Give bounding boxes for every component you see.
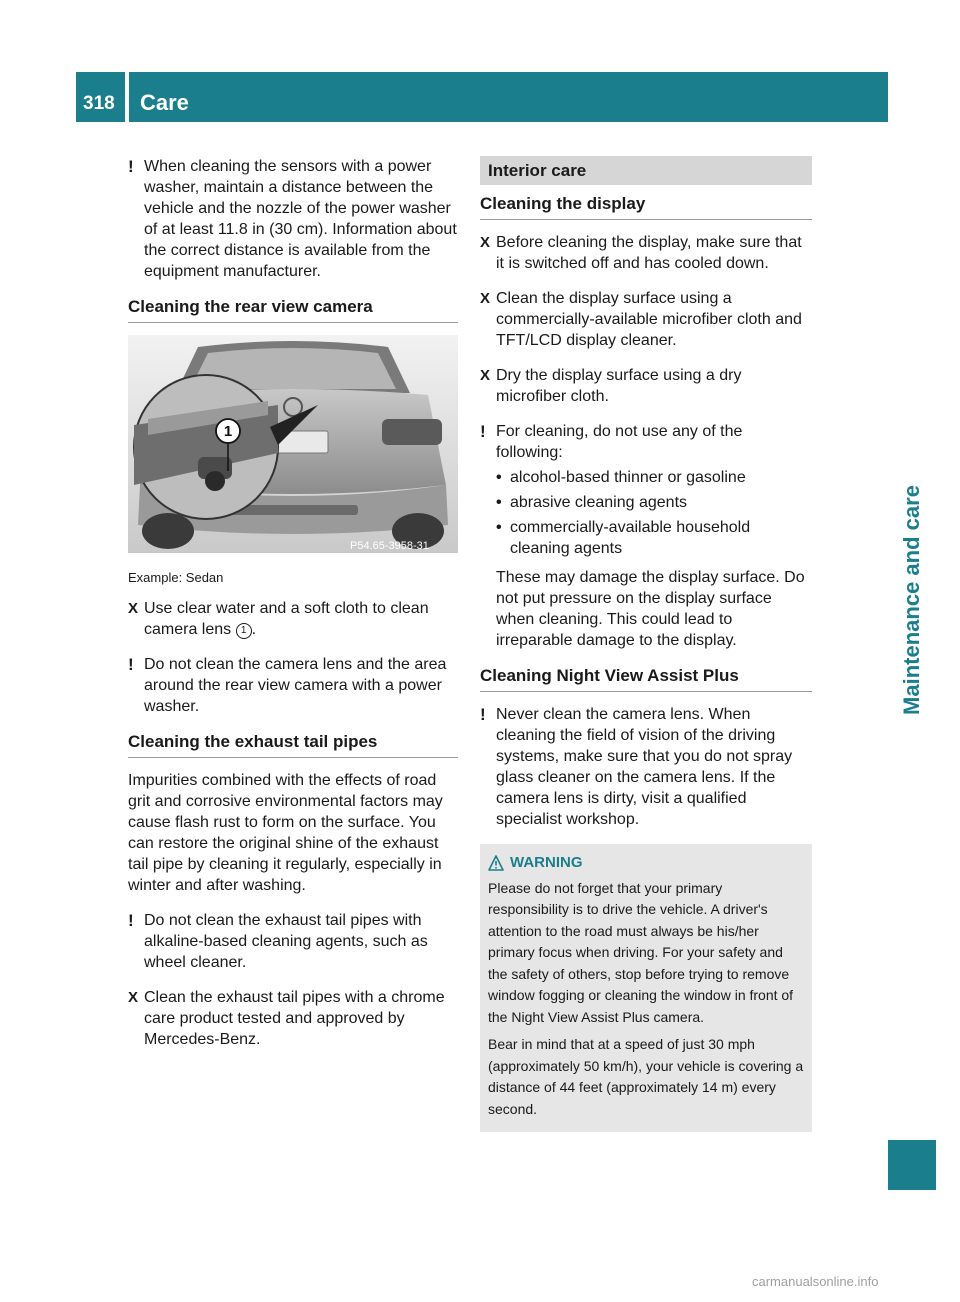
rear-camera-photo bbox=[128, 335, 458, 553]
step-icon: X bbox=[128, 989, 139, 1006]
note-power-washer: ! When cleaning the sensors with a power washer, maintain a distance between the vehicle and the nozzle of the power washer of at least 11.8 in (30 cm). Information about the correct distance is available from the equipment manufacturer. bbox=[128, 157, 457, 280]
header-bar bbox=[76, 72, 888, 122]
warning-text-2: Bear in mind that at a speed of just 30 mph (approximately 50 km/h), your vehicle is covering a distance of 44 feet (approximately 14 m) every second. bbox=[488, 1036, 804, 1117]
prohibited-agents-list bbox=[496, 467, 812, 559]
step-icon: X bbox=[480, 290, 491, 307]
heading-night-view: Cleaning Night View Assist Plus bbox=[480, 665, 812, 692]
page-title: Care bbox=[140, 90, 189, 115]
image-caption: Example: Sedan bbox=[128, 570, 224, 585]
warning-triangle-icon bbox=[488, 855, 504, 871]
watermark: carmanualsonline.info bbox=[752, 1274, 879, 1289]
step-display-3: X Dry the display surface using a dry microfiber cloth. bbox=[480, 367, 742, 405]
step-icon: X bbox=[128, 600, 139, 617]
heading-rear-view-camera: Cleaning the rear view camera bbox=[128, 296, 458, 323]
warning-text-1: Please do not forget that your primary responsibility is to drive the vehicle. A driver's attention to the road must always be his/her primary focus when driving. For your safety and the safety of others, stop before trying to remove window fogging or cleaning the window in front of the Night View Assist Plus camera. bbox=[488, 879, 794, 1025]
header-divider bbox=[125, 72, 129, 122]
warning-title: WARNING bbox=[510, 854, 583, 871]
heading-cleaning-display: Cleaning the display bbox=[480, 193, 812, 220]
step-display-1: X Before cleaning the display, make sure that it is switched off and has cooled down. bbox=[480, 234, 802, 272]
side-tab-label: Maintenance and care bbox=[899, 485, 924, 715]
side-tab-marker bbox=[888, 1140, 936, 1190]
note-camera-power-washer: ! Do not clean the camera lens and the area around the rear view camera with a power washer. bbox=[128, 655, 447, 715]
note-icon: ! bbox=[480, 422, 486, 441]
image-code: P54.65-3958-31 bbox=[350, 540, 429, 552]
list-item: • abrasive cleaning agents bbox=[496, 492, 812, 513]
step-display-2: X Clean the display surface using a commercially-available microfiber cloth and TFT/LCD display cleaner. bbox=[480, 290, 802, 349]
warning-box bbox=[480, 844, 812, 1132]
list-item: • alcohol-based thinner or gasoline bbox=[496, 467, 812, 488]
paragraph-exhaust: Impurities combined with the effects of road grit and corrosive environmental factors may cause flash rust to form on the surface. You can restore the original shine of the exhaust tail pipe by cleaning it regularly, especially in winter and after washing. bbox=[128, 772, 443, 894]
note-exhaust-agents: ! Do not clean the exhaust tail pipes with alkaline-based cleaning agents, such as wheel cleaner. bbox=[128, 911, 428, 971]
warning-header bbox=[488, 852, 804, 874]
step-icon: X bbox=[480, 234, 491, 251]
left-column bbox=[128, 156, 458, 1064]
note-night-view: ! Never clean the camera lens. When cleaning the field of vision of the driving systems, make sure that you do not spray glass cleaner on the camera lens. If the camera lens is dirty, visit a qualified specialist workshop. bbox=[480, 705, 793, 828]
section-interior-care: Interior care bbox=[480, 156, 812, 185]
right-column bbox=[480, 156, 812, 1132]
page-number: 318 bbox=[83, 93, 115, 114]
step-clean-exhaust: X Clean the exhaust tail pipes with a chrome care product tested and approved by Mercedes-Benz. bbox=[128, 989, 445, 1048]
car-rear-illustration bbox=[128, 335, 458, 553]
note-display-tail: These may damage the display surface. Do not put pressure on the display surface when cleaning. This could lead to irreparable damage to the display. bbox=[496, 569, 805, 649]
note-display-cleaning: ! For cleaning, do not use any of the following: bbox=[480, 422, 743, 461]
note-icon: ! bbox=[128, 157, 134, 176]
note-icon: ! bbox=[128, 655, 134, 674]
step-clean-camera: X Use clear water and a soft cloth to clean camera lens 1 . bbox=[128, 600, 429, 638]
callout-number: 1 bbox=[223, 423, 233, 440]
step-icon: X bbox=[480, 367, 491, 384]
lens-reference-number: 1 bbox=[236, 623, 252, 639]
list-item: • commercially-available household cleaning agents bbox=[496, 517, 812, 559]
heading-exhaust-tail-pipes: Cleaning the exhaust tail pipes bbox=[128, 731, 458, 758]
note-icon: ! bbox=[128, 911, 134, 930]
note-icon: ! bbox=[480, 705, 486, 724]
